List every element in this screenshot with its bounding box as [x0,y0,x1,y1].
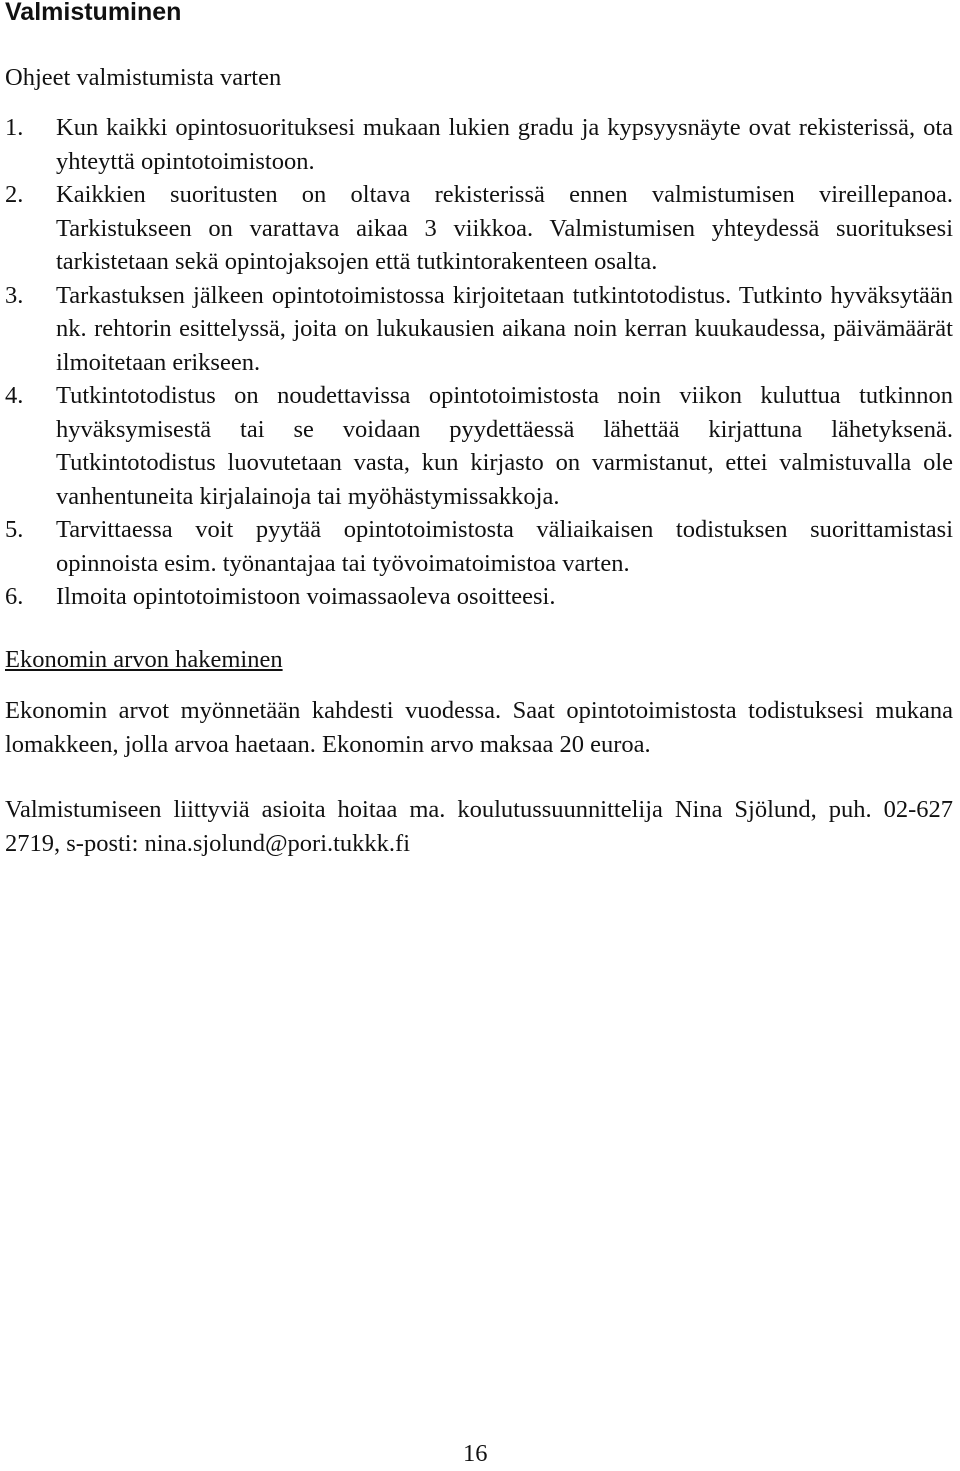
list-item-text: Kaikkien suoritusten on oltava rekisterissä ennen valmistumisen vireillepanoa. Tarkistukseen on varattava aikaa 3 viikkoa. Valmistumisen yhteydessä suorituksesi tarkistetaan sekä opintojaksojen että tutkintorakenteen osalta. [56,181,953,275]
list-item-number: 1. [5,114,24,141]
contact-paragraph: Valmistumiseen liittyviä asioita hoitaa ma. koulutussuunnittelija Nina Sjölund, puh. 02-627 2719, s-posti: nina.sjolund@pori.tukkk.fi [5,796,953,857]
list-item-number: 6. [5,583,24,610]
instructions-subtitle: Ohjeet valmistumista varten [5,64,282,91]
page-title: Valmistuminen [5,0,182,26]
list-item-text: Tutkintotodistus on noudettavissa opintotoimistosta noin viikon kuluttua tutkinnon hyväksymisestä tai se voidaan pyydettäessä lähettää kirjattuna lähetyksenä. Tutkintotodistus luovutetaan vasta, kun kirjasto on varmistanut, ettei valmistuvalla ole vanhentuneita kirjalainoja tai myöhästymissakkoja. [56,382,953,510]
list-item-text: Tarvittaessa voit pyytää opintotoimistosta väliaikaisen todistuksen suorittamistasi opinnoista esim. työnantajaa tai työvoimatoimistoa varten. [56,516,953,577]
list-item [5,580,953,614]
list-item [5,379,953,513]
list-item [5,513,953,580]
list-item [5,178,953,279]
list-item-number: 5. [5,516,24,543]
list-item [5,279,953,380]
graduation-steps-list [5,111,953,614]
list-item-text: Ilmoita opintotoimistoon voimassaoleva osoitteesi. [56,583,556,610]
list-item-number: 4. [5,382,24,409]
section-heading-ekonomin-arvo: Ekonomin arvon hakeminen [5,646,283,673]
ekonomin-arvo-paragraph: Ekonomin arvot myönnetään kahdesti vuodessa. Saat opintotoimistosta todistuksesi mukana lomakkeen, jolla arvoa haetaan. Ekonomin arvo maksaa 20 euroa. [5,697,953,758]
list-item-number: 3. [5,281,24,309]
list-item-text: Tarkastuksen jälkeen opintotoimistossa kirjoitetaan tutkintotodistus. Tutkinto hyväksytään nk. rehtorin esittelyssä, joita on lukukausien aikana noin kerran kuukaudessa, päivämäärät ilmoitetaan erikseen. [56,281,953,376]
list-item-text: Kun kaikki opintosuorituksesi mukaan lukien gradu ja kypsyysnäyte ovat rekisterissä, ota yhteyttä opintotoimistoon. [56,114,953,175]
list-item-number: 2. [5,181,24,208]
list-item [5,111,953,178]
page-number: 16 [463,1440,488,1467]
